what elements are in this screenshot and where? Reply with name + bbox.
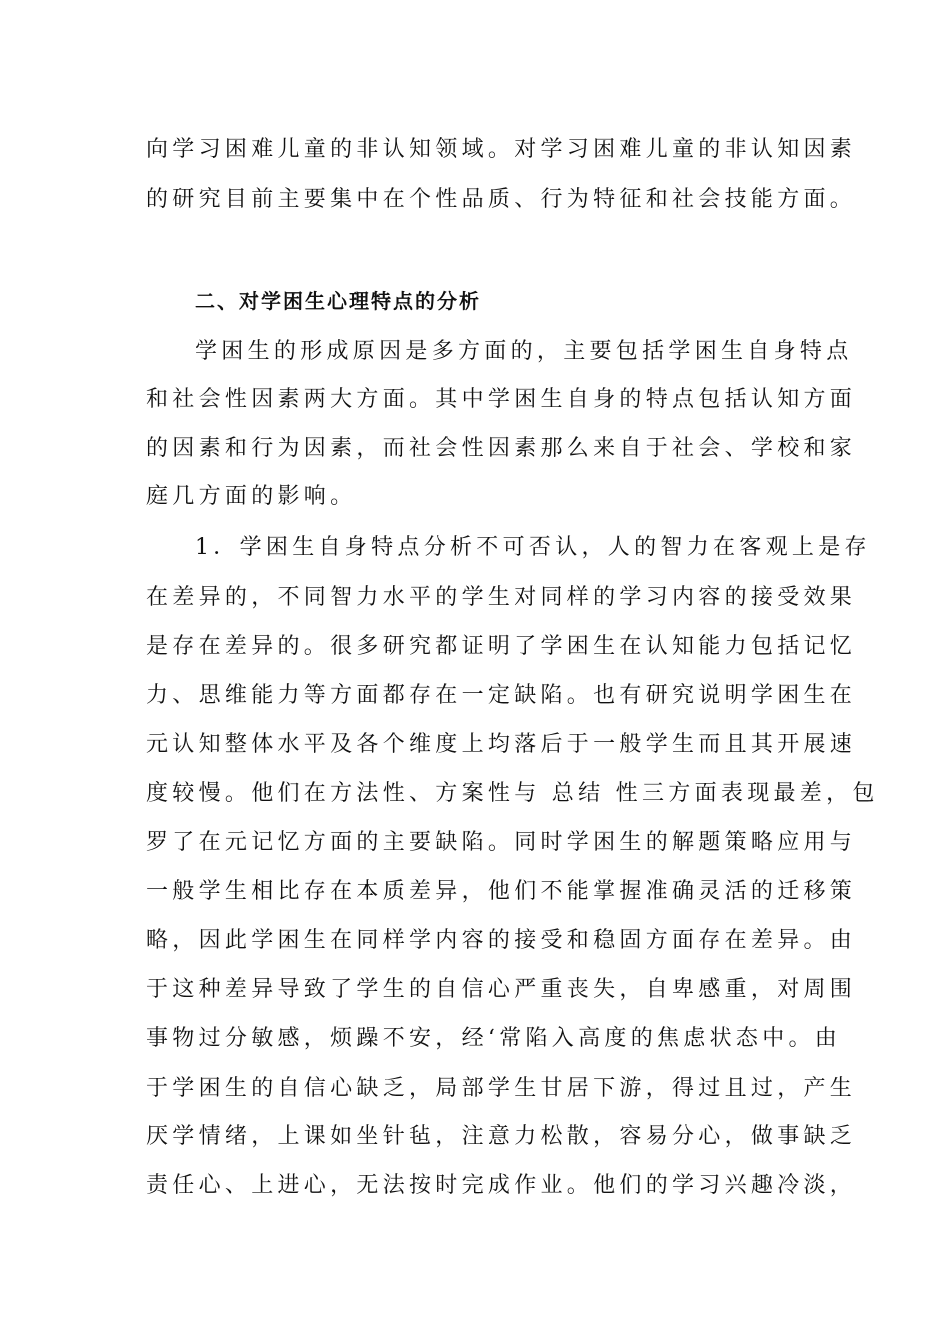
text-line: 罗了在元记忆方面的主要缺陷。同时学困生的解题策略应用与 xyxy=(146,830,857,855)
text-line: 力、思维能力等方面都存在一定缺陷。也有研究说明学困生在 xyxy=(146,683,857,708)
text-line: 略，因此学困生在同样学内容的接受和稳固方面存在差异。由 xyxy=(146,928,857,953)
text-line: 和社会性因素两大方面。其中学困生自身的特点包括认知方面 xyxy=(146,387,857,412)
text-line: 度较慢。他们在方法性、方案性与 总结 性三方面表现最差，包 xyxy=(146,781,879,806)
text-line: 的研究目前主要集中在个性品质、行为特征和社会技能方面。 xyxy=(146,187,857,212)
text-line: 于这种差异导致了学生的自信心严重丧失，自卑感重，对周围 xyxy=(146,977,857,1002)
text-line: 向学习困难儿童的非认知领域。对学习困难儿童的非认知因素 xyxy=(146,137,857,162)
section-heading: 二、对学困生心理特点的分析 xyxy=(195,289,481,313)
text-line: 的因素和行为因素，而社会性因素那么来自于社会、学校和家 xyxy=(146,436,857,461)
text-line: 庭几方面的影响。 xyxy=(146,484,357,509)
text-line: 一般学生相比存在本质差异，他们不能掌握准确灵活的迁移策 xyxy=(146,879,857,904)
text-line: 于学困生的自信心缺乏，局部学生甘居下游，得过且过，产生 xyxy=(146,1076,857,1101)
text-line: 元认知整体水平及各个维度上均落后于一般学生而且其开展速 xyxy=(146,732,857,757)
text-line: 责任心、上进心，无法按时完成作业。他们的学习兴趣冷淡， xyxy=(146,1173,857,1198)
text-line: 厌学情绪，上课如坐针毡，注意力松散，容易分心，做事缺乏 xyxy=(146,1124,857,1149)
text-line: 1．学困生自身特点分析不可否认，人的智力在客观上是存 xyxy=(195,535,871,560)
text-line: 是存在差异的。很多研究都证明了学困生在认知能力包括记忆 xyxy=(146,634,857,659)
text-line: 事物过分敏感，烦躁不安，经‘常陷入高度的焦虑状态中。由 xyxy=(146,1026,842,1051)
text-line: 在差异的，不同智力水平的学生对同样的学习内容的接受效果 xyxy=(146,585,857,610)
text-line: 学困生的形成原因是多方面的，主要包括学困生自身特点 xyxy=(195,339,853,364)
